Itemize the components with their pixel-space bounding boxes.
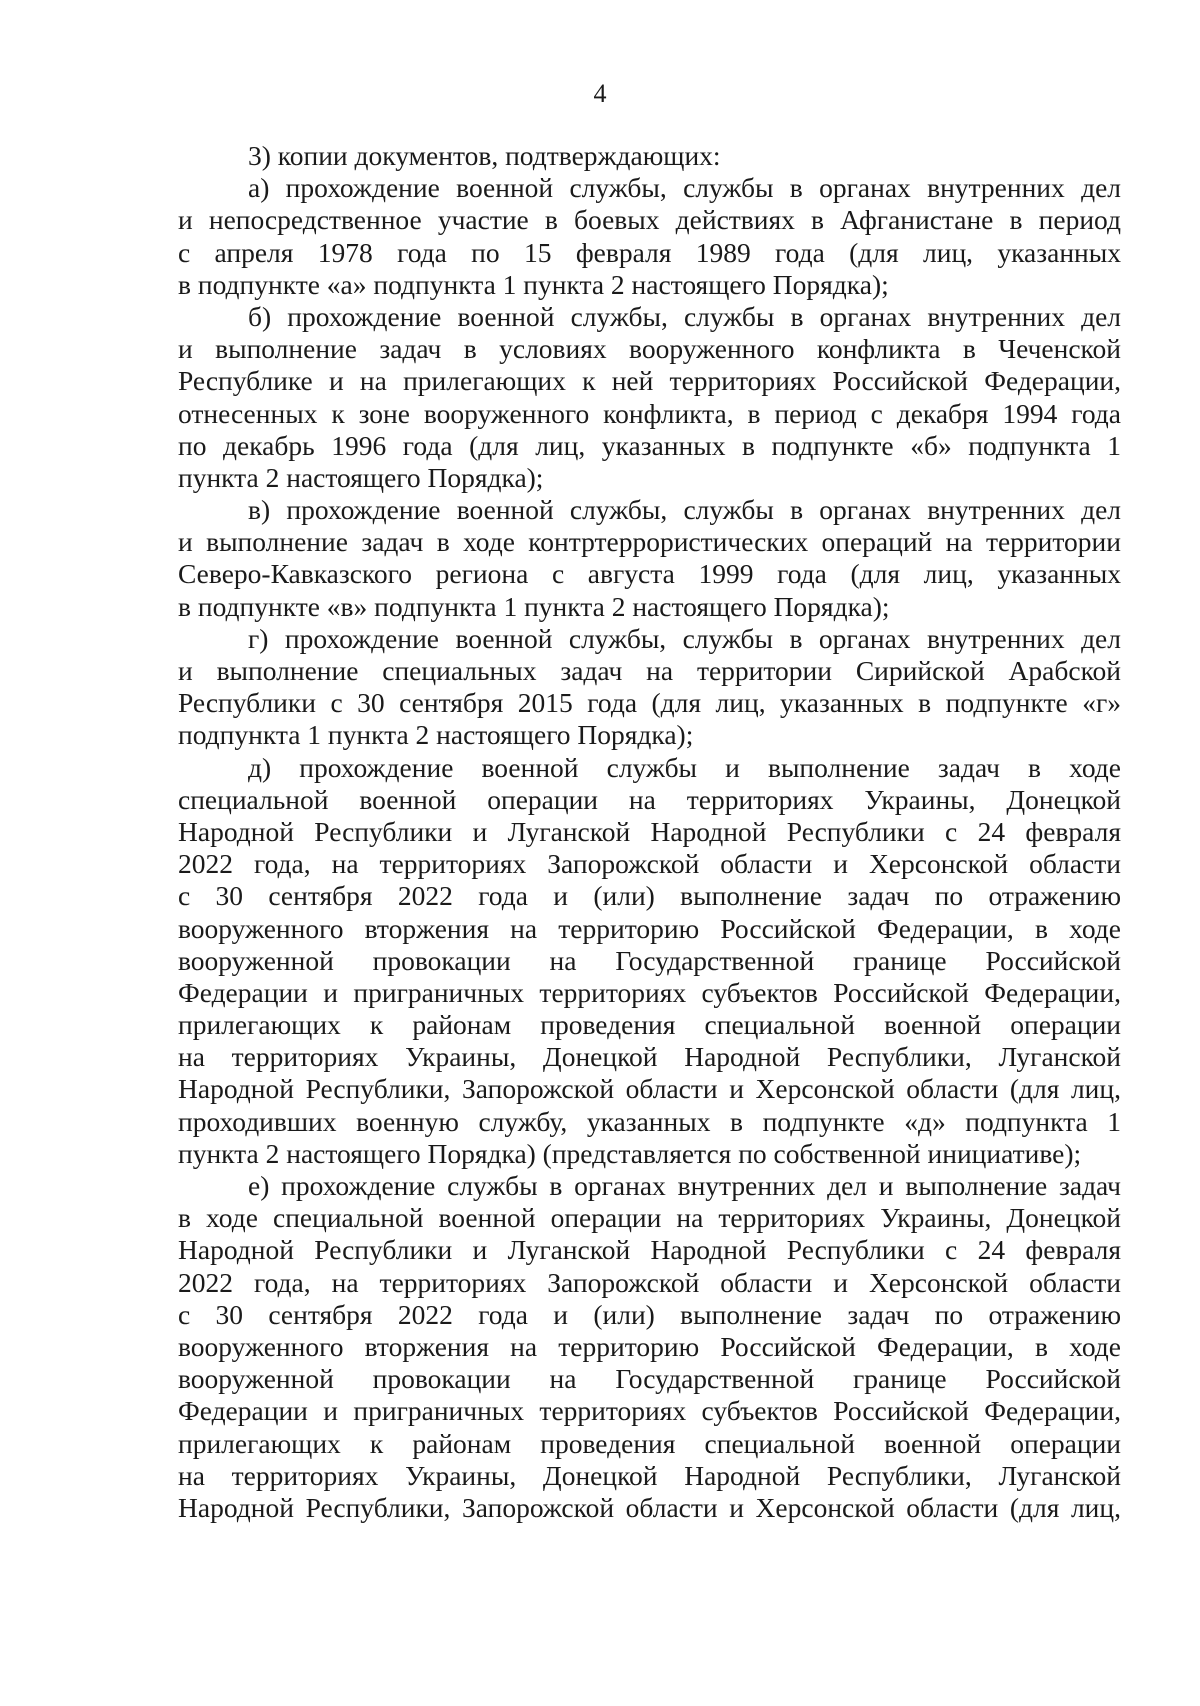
text-line: вооруженного вторжения на территорию Российской Федерации, в ходе [178, 912, 1121, 944]
text-line: Федерации и приграничных территориях субъектов Российской Федерации, [178, 1395, 1121, 1427]
text-line: прилегающих к районам проведения специальной военной операции [178, 1009, 1121, 1041]
text-line: и выполнение задач в условиях вооруженного конфликта в Чеченской [178, 333, 1121, 365]
text-line: отнесенных к зоне вооруженного конфликта, в период с декабря 1994 года [178, 397, 1121, 429]
text-line: с 30 сентября 2022 года и (или) выполнение задач по отражению [178, 1298, 1121, 1330]
text-line: 2022 года, на территориях Запорожской области и Херсонской области [178, 848, 1121, 880]
text-line: пункта 2 настоящего Порядка) (представляется по собственной инициативе); [178, 1137, 1082, 1169]
text-line: и непосредственное участие в боевых действиях в Афганистане в период [178, 204, 1121, 236]
text-line: специальной военной операции на территориях Украины, Донецкой [178, 783, 1121, 815]
text-line: проходивших военную службу, указанных в подпункте «д» подпункта 1 [178, 1105, 1121, 1137]
text-line: е) прохождение службы в органах внутренних дел и выполнение задач [248, 1170, 1121, 1201]
text-line: прилегающих к районам проведения специальной военной операции [178, 1427, 1121, 1459]
text-line: с апреля 1978 года по 15 февраля 1989 года (для лиц, указанных [178, 236, 1121, 268]
text-line: Северо-Кавказского региона с августа 1999 года (для лиц, указанных [178, 558, 1121, 590]
text-line: с 30 сентября 2022 года и (или) выполнение задач по отражению [178, 880, 1121, 912]
text-line: 3) копии документов, подтверждающих: [248, 140, 721, 171]
text-line: и выполнение задач в ходе контртеррористических операций на территории [178, 526, 1121, 558]
text-line: Республике и на прилегающих к ней территориях Российской Федерации, [178, 365, 1121, 397]
text-line: Федерации и приграничных территориях субъектов Российской Федерации, [178, 976, 1121, 1008]
text-line: в подпункте «в» подпункта 1 пункта 2 настоящего Порядка); [178, 590, 890, 622]
text-line: на территориях Украины, Донецкой Народной Республики, Луганской [178, 1459, 1121, 1491]
text-line: на территориях Украины, Донецкой Народной Республики, Луганской [178, 1041, 1121, 1073]
text-line: Народной Республики, Запорожской области и Херсонской области (для лиц, [178, 1073, 1121, 1105]
text-line: д) прохождение военной службы и выполнение задач в ходе [248, 751, 1121, 783]
text-line: 2022 года, на территориях Запорожской области и Херсонской области [178, 1266, 1121, 1298]
text-line: вооруженной провокации на Государственной границе Российской [178, 1363, 1121, 1395]
page-number: 4 [593, 79, 607, 108]
text-line: в) прохождение военной службы, службы в органах внутренних дел [248, 494, 1121, 526]
text-line: Народной Республики и Луганской Народной Республики с 24 февраля [178, 1234, 1121, 1266]
text-line: пункта 2 настоящего Порядка); [178, 461, 544, 493]
text-line: Народной Республики и Луганской Народной Республики с 24 февраля [178, 815, 1121, 847]
text-line: по декабрь 1996 года (для лиц, указанных в подпункте «б» подпункта 1 [178, 429, 1121, 461]
text-line: в ходе специальной военной операции на территориях Украины, Донецкой [178, 1202, 1121, 1234]
text-line: Народной Республики, Запорожской области и Херсонской области (для лиц, [178, 1491, 1121, 1523]
text-line: подпункта 1 пункта 2 настоящего Порядка); [178, 719, 694, 751]
text-line: в подпункте «а» подпункта 1 пункта 2 настоящего Порядка); [178, 268, 889, 300]
text-line: вооруженного вторжения на территорию Российской Федерации, в ходе [178, 1330, 1121, 1362]
document-body [178, 140, 1121, 1524]
text-line: г) прохождение военной службы, службы в органах внутренних дел [248, 622, 1121, 654]
text-line: Республики с 30 сентября 2015 года (для лиц, указанных в подпункте «г» [178, 687, 1121, 719]
text-line: вооруженной провокации на Государственной границе Российской [178, 944, 1121, 976]
text-line: и выполнение специальных задач на территории Сирийской Арабской [178, 655, 1121, 686]
text-line: а) прохождение военной службы, службы в органах внутренних дел [248, 172, 1121, 204]
text-line: б) прохождение военной службы, службы в органах внутренних дел [248, 300, 1121, 332]
